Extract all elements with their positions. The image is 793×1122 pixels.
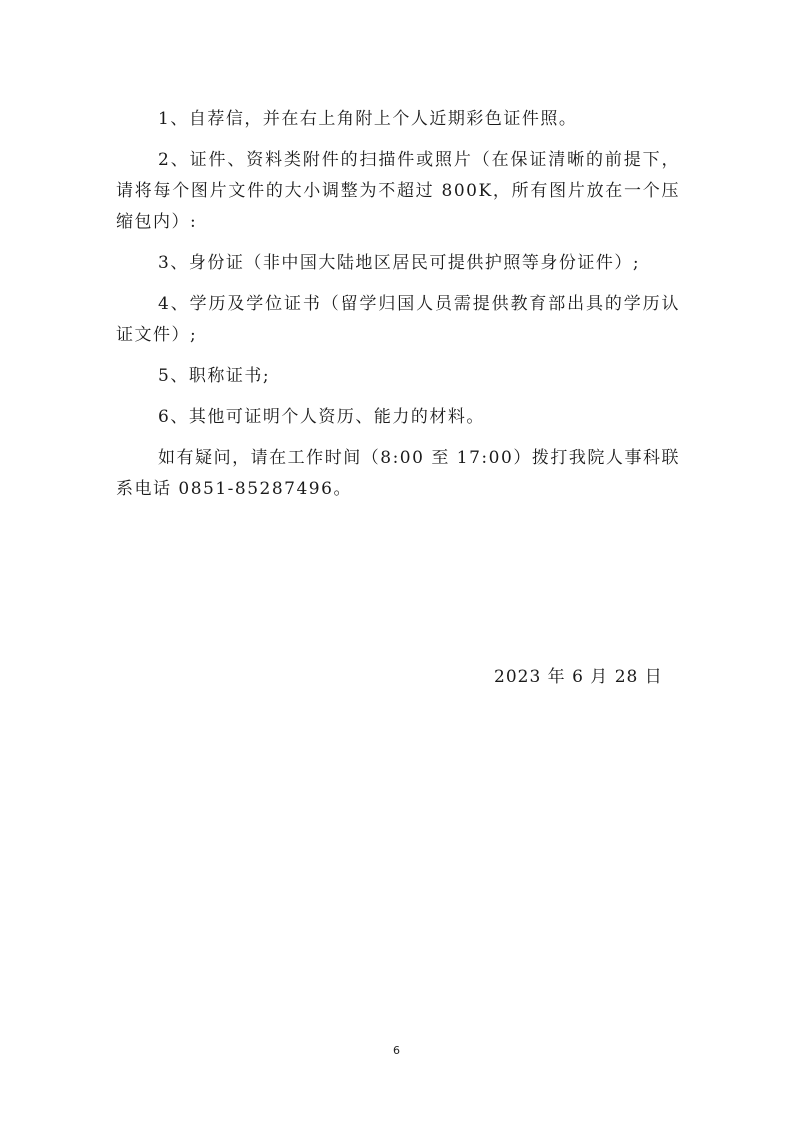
document-date: 2023 年 6 月 28 日 (494, 667, 663, 687)
document-body (116, 104, 680, 515)
list-item-self-recommendation: 1、自荐信，并在右上角附上个人近期彩色证件照。 (158, 109, 578, 129)
list-item-degree-certificates: 4、学历及学位证书（留学归国人员需提供教育部出具的学历认证文件）; (116, 294, 680, 345)
list-item-id-card: 3、身份证（非中国大陆地区居民可提供护照等身份证件）; (158, 253, 641, 273)
list-item-scanned-attachments: 2、证件、资料类附件的扫描件或照片（在保证清晰的前提下，请将每个图片文件的大小调整为不超过 800K，所有图片放在一个压缩包内）: (116, 150, 680, 232)
list-item-other-materials: 6、其他可证明个人资历、能力的材料。 (158, 407, 485, 427)
page-number: 6 (393, 1044, 400, 1057)
list-item-title-certificate: 5、职称证书; (158, 366, 271, 386)
contact-paragraph: 如有疑问，请在工作时间（8:00 至 17:00）拨打我院人事科联系电话 0851-85287496。 (116, 448, 680, 499)
